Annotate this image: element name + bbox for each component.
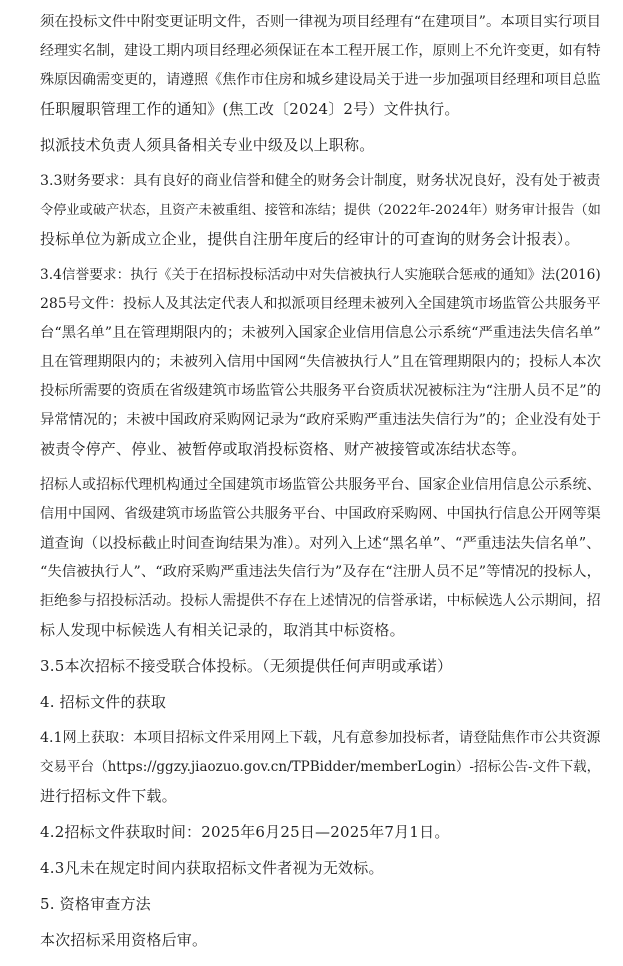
text-line: 4.2招标文件获取时间：2025年6月25日—2025年7月1日。 [40, 823, 450, 841]
paragraph-gap [40, 464, 601, 471]
paragraph-gap [40, 811, 601, 818]
text-line: 须在投标文件中附变更证明文件，否则一律视为项目经理有“在建项目”。本项目实行项目 [40, 14, 601, 30]
text-line: 令停业或破产状态，且资产未被重组、接管和冻结；提供（2022年-2024年）财务审计报告（如 [40, 203, 601, 218]
paragraph [40, 471, 601, 645]
text-line: 标人发现中标候选人有相关记录的，取消其中标资格。 [40, 621, 405, 639]
text-line: 5. 资格审查方法 [40, 895, 151, 913]
text-line: 交易平台（https://ggzy.jiaozuo.gov.cn/TPBidder/memberLogin）-招标公告-文件下载， [40, 759, 601, 775]
paragraph-gap [40, 717, 601, 724]
paragraph [40, 261, 601, 464]
text-line: 信用中国网、省级建筑市场监管公共服务平台、中国政府采购网、中国执行信息公开网等渠 [40, 506, 601, 522]
paragraph [40, 724, 601, 811]
text-line: 285号文件：投标人及其法定代表人和拟派项目经理未被列入全国建筑市场监管公共服务平 [40, 296, 601, 312]
text-line: 被责令停产、停业、被暂停或取消投标资格、财产被接管或冻结状态等。 [40, 440, 527, 458]
text-line: 台“黑名单”且在管理期限内的；未被列入国家企业信用信息公示系统“严重违法失信名单” [40, 325, 601, 341]
text-line: 投标单位为新成立企业，提供自注册年度后的经审计的可查询的财务会计报表）。 [40, 230, 580, 248]
paragraph [40, 818, 601, 847]
paragraph [40, 131, 601, 160]
text-line: 4.3凡未在规定时间内获取招标文件者视为无效标。 [40, 859, 384, 877]
text-line: 4. 招标文件的获取 [40, 693, 167, 711]
text-line: 进行招标文件下载。 [40, 787, 177, 805]
text-line: 道查询（以投标截止时间查询结果为准）。对列入上述“黑名单”、“严重违法失信名单”、 [40, 535, 601, 552]
paragraph-gap [40, 645, 601, 652]
text-line: 招标人或招标代理机构通过全国建筑市场监管公共服务平台、国家企业信用信息公示系统、 [40, 477, 601, 493]
text-line: 投标所需要的资质在省级建筑市场监管公共服务平台资质状况被标注为“注册人员不足”的 [40, 383, 601, 399]
text-line: 且在管理期限内的；未被列入信用中国网“失信被执行人”且在管理期限内的；投标人本次 [40, 354, 601, 370]
paragraph-gap [40, 883, 601, 890]
text-line: 本次招标采用资格后审。 [40, 931, 208, 949]
paragraph-gap [40, 847, 601, 854]
paragraph [40, 926, 601, 955]
text-line: 经理实名制，建设工期内项目经理必须保证在本工程开展工作，原则上不允许变更，如有特 [40, 43, 601, 59]
paragraph-gap [40, 254, 601, 261]
text-line: 殊原因确需变更的，请遵照《焦作市住房和城乡建设局关于进一步加强项目经理和项目总监 [40, 72, 601, 88]
paragraph [40, 167, 601, 254]
text-line: 异常情况的；未被中国政府采购网记录为“政府采购严重违法失信行为”的；企业没有处于 [40, 412, 601, 428]
paragraph [40, 890, 601, 919]
paragraph-gap [40, 124, 601, 131]
text-line: 拟派技术负责人须具备相关专业中级及以上职称。 [40, 136, 375, 154]
text-line: 3.5本次招标不接受联合体投标。（无须提供任何声明或承诺） [40, 657, 453, 675]
text-line: 3.3财务要求：具有良好的商业信誉和健全的财务会计制度，财务状况良好，没有处于被责 [40, 173, 601, 189]
paragraph-gap [40, 160, 601, 167]
paragraph [40, 8, 601, 124]
text-line: 任职履职管理工作的通知》(焦工改〔2024〕2号）文件执行。 [40, 100, 460, 118]
text-line: 4.1网上获取：本项目招标文件采用网上下载，凡有意参加投标者，请登陆焦作市公共资源 [40, 730, 601, 746]
paragraph [40, 652, 601, 681]
text-line: “失信被执行人”、“政府采购严重违法失信行为”及存在“注册人员不足”等情况的投标人， [40, 564, 601, 580]
text-line: 拒绝参与招投标活动。投标人需提供不存在上述情况的信誉承诺，中标候选人公示期间，招 [40, 593, 601, 609]
paragraph-gap [40, 681, 601, 688]
paragraph [40, 854, 601, 883]
paragraph-gap [40, 919, 601, 926]
paragraph [40, 688, 601, 717]
text-line: 3.4信誉要求：执行《关于在招标投标活动中对失信被执行人实施联合惩戒的通知》法(2016) [40, 267, 601, 283]
